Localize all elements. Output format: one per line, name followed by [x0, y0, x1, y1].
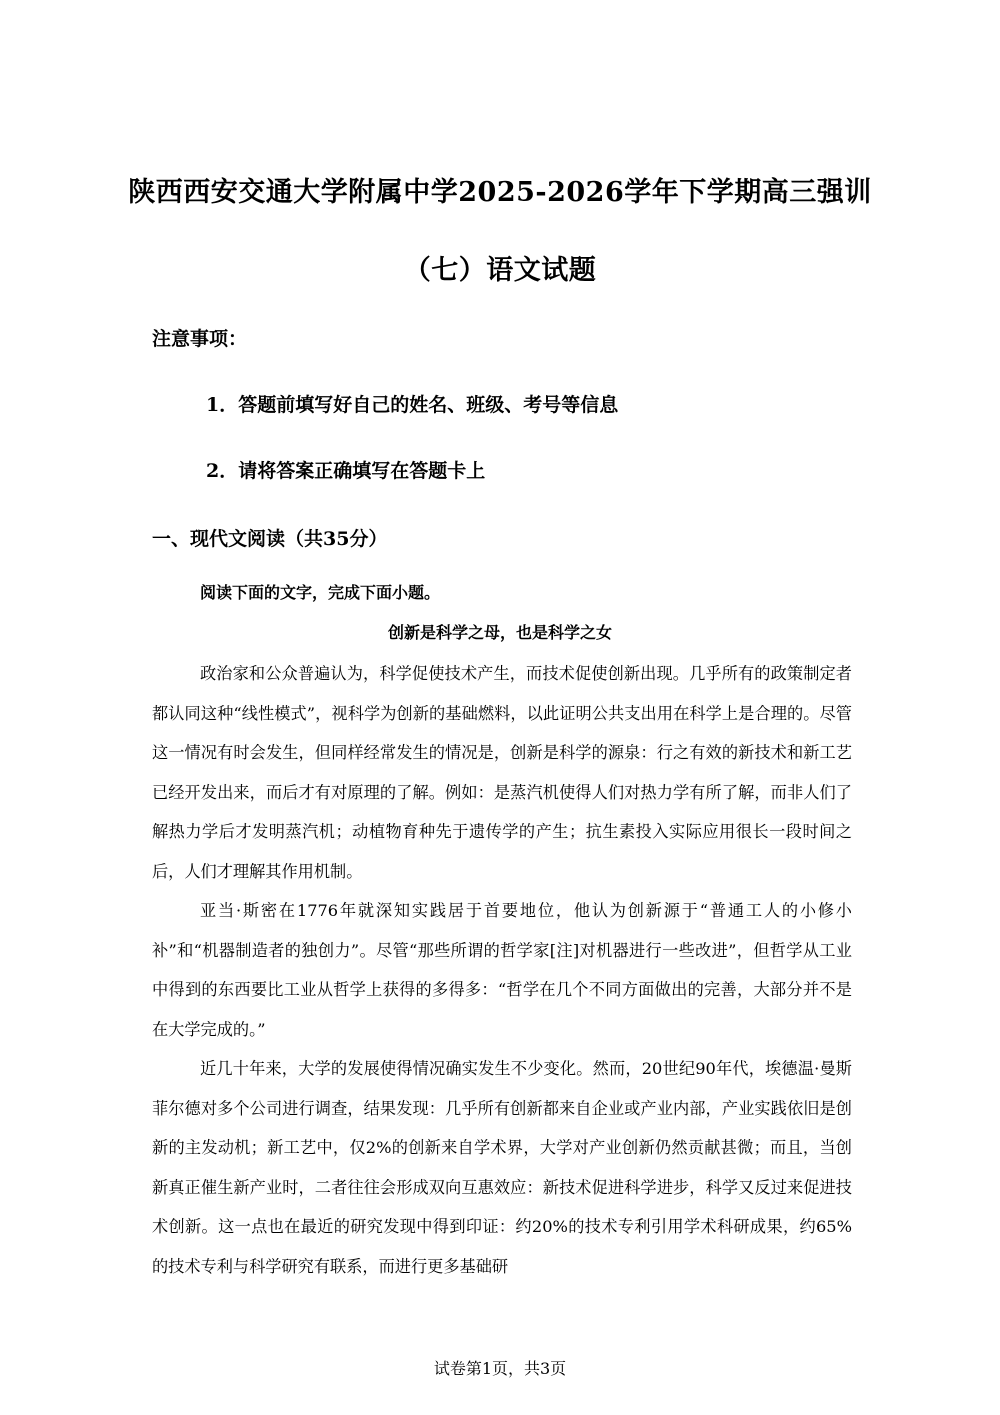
exam-title-line2: （七）语文试题 — [403, 255, 597, 286]
notice-item-1: 1．答题前填写好自己的姓名、班级、考号等信息 — [206, 394, 619, 416]
page-footer: 试卷第1页，共3页 — [433, 1359, 567, 1378]
article-body — [152, 654, 852, 1286]
article-paragraph-2: 亚当·斯密在1776年就深知实践居于首要地位，他认为创新源于“普通工人的小修小补”和“机器制造者的独创力”。尽管“那些所谓的哲学家[注]对机器进行一些改进”，但哲学从工业中得到的东西要比工业从哲学上获得的多得多：“哲学在几个不同方面做出的完善，大部分并不是在大学完成的。” — [152, 901, 852, 1039]
article-title: 创新是科学之母，也是科学之女 — [387, 623, 612, 642]
notice-item-2: 2．请将答案正确填写在答题卡上 — [206, 460, 486, 482]
reading-instruction: 阅读下面的文字，完成下面小题。 — [200, 583, 441, 602]
article-paragraph-1: 政治家和公众普遍认为，科学促使技术产生，而技术促使创新出现。几乎所有的政策制定者都认同这种“线性模式”，视科学为创新的基础燃料，以此证明公共支出用在科学上是合理的。尽管这一情况有时会发生，但同样经常发生的情况是，创新是科学的源泉：行之有效的新技术和新工艺已经开发出来，而后才有对原理的了解。例如：是蒸汽机使得人们对热力学有所了解，而非人们了解热力学后才发明蒸汽机；动植物育种先于遗传学的产生；抗生素投入实际应用很长一段时间之后，人们才理解其作用机制。 — [152, 664, 852, 881]
section-heading: 一、现代文阅读（共35分） — [152, 528, 388, 550]
article-paragraph-3: 近几十年来，大学的发展使得情况确实发生不少变化。然而，20世纪90年代，埃德温·曼斯菲尔德对多个公司进行调查，结果发现：几乎所有创新都来自企业或产业内部，产业实践依旧是创新的主发动机；新工艺中，仅2%的创新来自学术界，大学对产业创新仍然贡献甚微；而且，当创新真正催生新产业时，二者往往会形成双向互惠效应：新技术促进科学进步，科学又反过来促进技术创新。这一点也在最近的研究发现中得到印证：约20%的技术专利引用学术科研成果，约65%的技术专利与科学研究有联系，而进行更多基础研 — [152, 1059, 852, 1276]
notice-heading: 注意事项： — [152, 328, 248, 350]
exam-title-line1: 陕西西安交通大学附属中学2025-2026学年下学期高三强训 — [128, 177, 872, 208]
